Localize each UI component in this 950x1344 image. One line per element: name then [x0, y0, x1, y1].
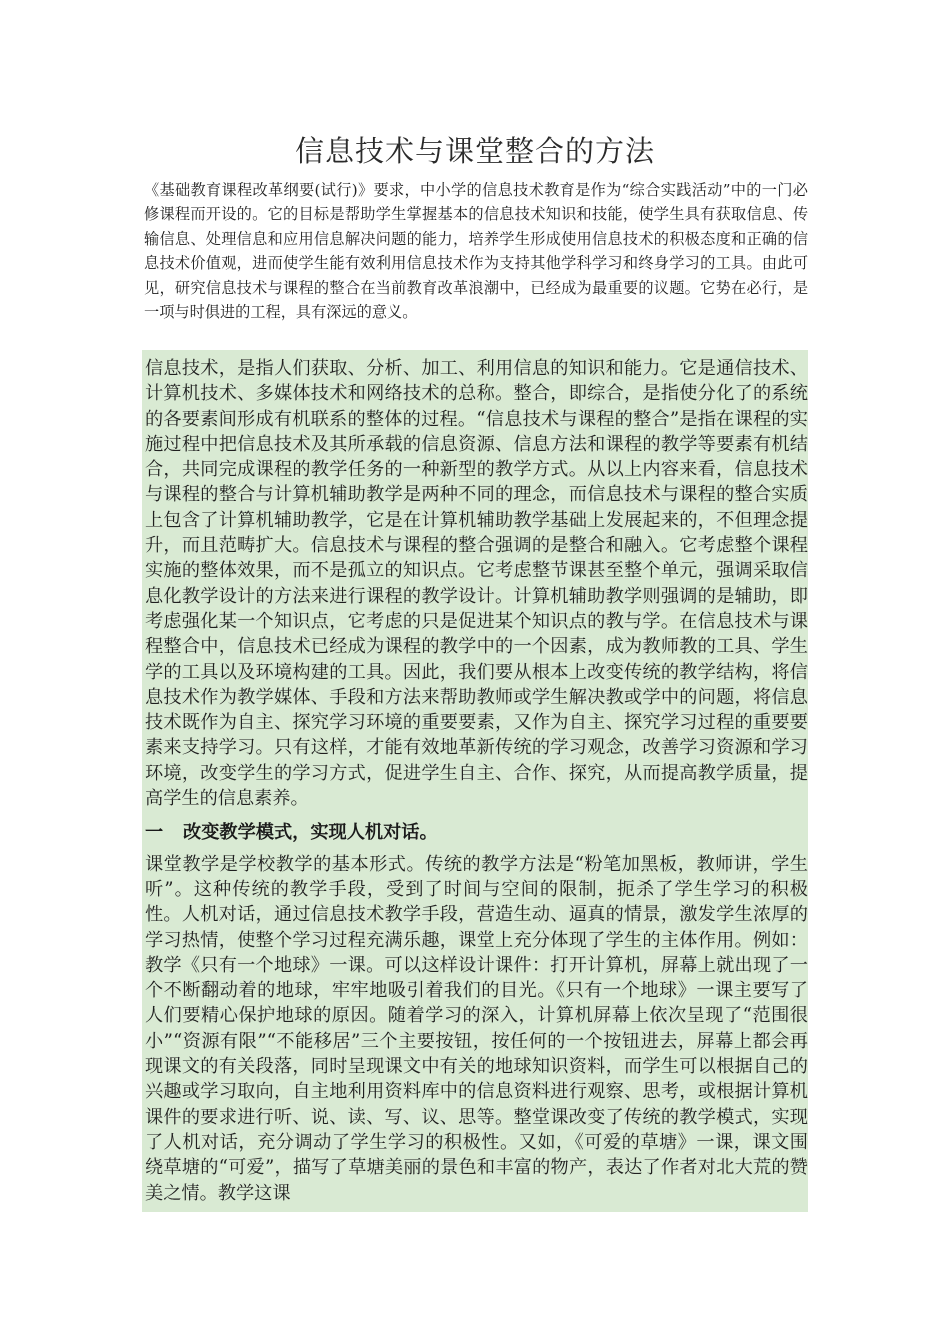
highlighted-text-block — [142, 350, 808, 1212]
highlighted-content — [142, 350, 808, 1206]
section-heading — [145, 820, 808, 845]
body-paragraph-definition: 信息技术，是指人们获取、分析、加工、利用信息的知识和能力。它是通信技术、计算机技术、多媒体技术和网络技术的总称。整合，即综合，是指使分化了的系统的各要素间形成有机联系的整体的过程。“信息技术与课程的整合”是指在课程的实施过程中把信息技术及其所承载的信息资源、信息方法和课程的教学等要素有机结合，共同完成课程的教学任务的一种新型的教学方式。从以上内容来看，信息技术与课程的整合与计算机辅助教学是两种不同的理念，而信息技术与课程的整合实质上包含了计算机辅助教学，它是在计算机辅助教学基础上发展起来的，不但理念提升，而且范畴扩大。信息技术与课程的整合强调的是整合和融入。它考虑整个课程实施的整体效果，而不是孤立的知识点。它考虑整节课甚至整个单元，强调采取信息化教学设计的方法来进行课程的教学设计。计算机辅助教学则强调的是辅助，即考虑强化某一个知识点，它考虑的只是促进某个知识点的教与学。在信息技术与课程整合中，信息技术已经成为课程的教学中的一个因素，成为教师教的工具、学生学的工具以及环境构建的工具。因此，我们要从根本上改变传统的教学结构，将信息技术作为教学媒体、手段和方法来帮助教师或学生解决教或学中的问题，将信息技术既作为自主、探究学习环境的重要要素，又作为自主、探究学习过程的重要要素来支持学习。只有这样，才能有效地革新传统的学习观念，改善学习资源和学习环境，改变学生的学习方式，促进学生自主、合作、探究，从而提高教学质量，提高学生的信息素养。 — [145, 358, 808, 810]
body-paragraph-teaching-mode: 课堂教学是学校教学的基本形式。传统的教学方法是“粉笔加黑板，教师讲，学生听”。这种传统的教学手段，受到了时间与空间的限制，扼杀了学生学习的积极性。人机对话，通过信息技术教学手段，营造生动、逼真的情景，激发学生浓厚的学习热情，使整个学习过程充满乐趣，课堂上充分体现了学生的主体作用。例如：教学《只有一个地球》一课。可以这样设计课件：打开计算机，屏幕上就出现了一个不断翻动着的地球，牢牢地吸引着我们的目光。《只有一个地球》一课主要写了人们要精心保护地球的原因。随着学习的深入，计算机屏幕上依次呈现了“范围很小”“资源有限”“不能移居”三个主要按钮，按任何的一个按钮进去，屏幕上都会再现课文的有关段落，同时呈现课文中有关的地球知识资料，而学生可以根据自己的兴趣或学习取向，自主地利用资料库中的信息资料进行观察、思考，或根据计算机课件的要求进行听、说、读、写、议、思等。整堂课改变了传统的教学模式，实现了人机对话，充分调动了学生学习的积极性。又如，《可爱的草塘》一课，课文围绕草塘的“可爱”，描写了草塘美丽的景色和丰富的物产，表达了作者对北大荒的赞美之情。教学这课 — [145, 853, 808, 1204]
section-number: 一 — [145, 822, 164, 844]
intro-paragraph: 《基础教育课程改革纲要(试行)》要求，中小学的信息技术教育是作为“综合实践活动”中的一门必修课程而开设的。它的目标是帮助学生掌握基本的信息技术知识和技能，使学生具有获取信息、传输信息、处理信息和应用信息解决问题的能力，培养学生形成使用信息技术的积极态度和正确的信息技术价值观，进而使学生能有效利用信息技术作为支持其他学科学习和终身学习的工具。由此可见，研究信息技术与课程的整合在当前教育改革浪潮中，已经成为最重要的议题。它势在必行，是一项与时俱进的工程，具有深远的意义。 — [144, 181, 808, 322]
section-heading-text: 改变教学模式，实现人机对话。 — [183, 822, 438, 844]
document-title: 信息技术与课堂整合的方法 — [294, 134, 655, 168]
